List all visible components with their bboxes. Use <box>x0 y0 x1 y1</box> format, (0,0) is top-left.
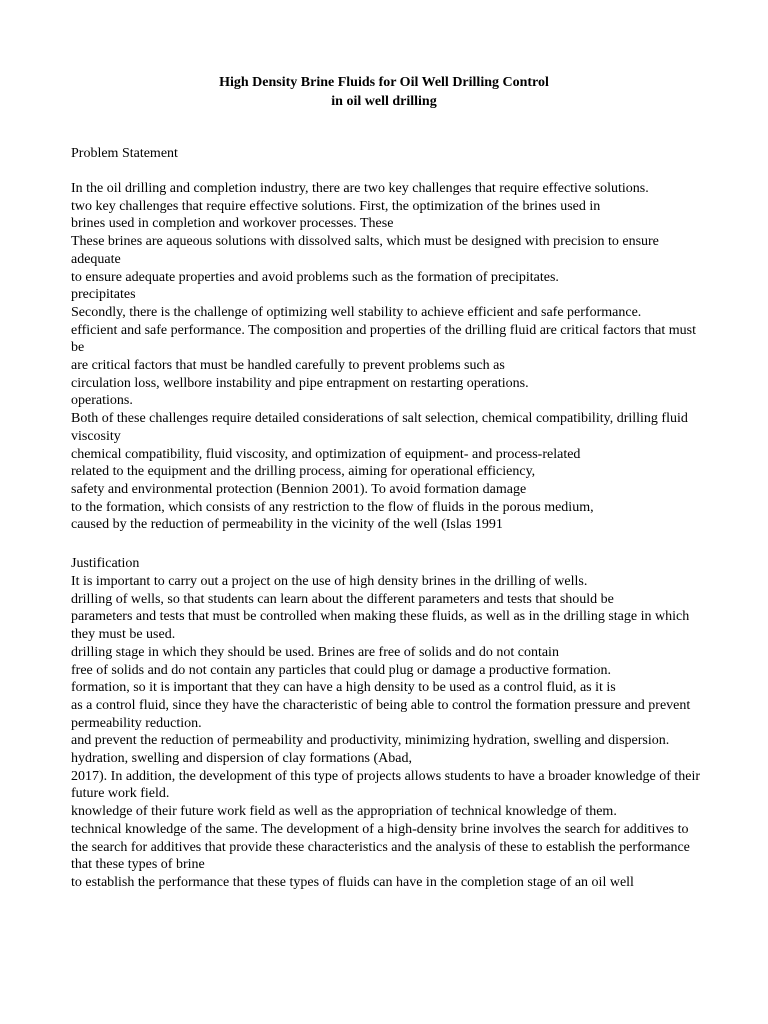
paragraph-line: the search for additives that provide these characteristics and the analysis of these to establish the performance that these types of brine <box>71 839 690 873</box>
paragraph-line: knowledge of their future work field as well as the appropriation of technical knowledge of them. <box>71 804 617 820</box>
paragraph-line: chemical compatibility, fluid viscosity, and optimization of equipment- and process-related <box>71 446 581 462</box>
paragraph-line: circulation loss, wellbore instability and pipe entrapment on restarting operations. <box>71 375 529 391</box>
paragraph-line: In the oil drilling and completion industry, there are two key challenges that require effective solutions. <box>71 181 649 196</box>
paragraph-line: hydration, swelling and dispersion of clay formations (Abad, <box>71 751 412 767</box>
paragraph-line: and prevent the reduction of permeability and productivity, minimizing hydration, swelling and dispersion. <box>71 733 670 749</box>
section-heading-justification: Justification <box>71 556 140 571</box>
paragraph-line: Both of these challenges require detailed considerations of salt selection, chemical compatibility, drilling fluid viscosity <box>71 411 688 444</box>
paragraph-line: caused by the reduction of permeability in the vicinity of the well (Islas 1991 <box>71 517 503 533</box>
document-title: High Density Brine Fluids for Oil Well Drilling Control <box>219 75 549 90</box>
section-heading-problem-statement: Problem Statement <box>71 146 178 161</box>
justification-body <box>71 573 707 892</box>
paragraph-line: free of solids and do not contain any particles that could plug or damage a productive formation. <box>71 662 612 678</box>
paragraph-line: to establish the performance that these types of fluids can have in the completion stage of an oil well <box>71 874 634 890</box>
paragraph-line: are critical factors that must be handled carefully to prevent problems such as <box>71 358 505 374</box>
paragraph-line: as a control fluid, since they have the characteristic of being able to control the formation pressure and prevent permeability reduction. <box>71 697 691 731</box>
paragraph-line: drilling of wells, so that students can learn about the different parameters and tests that should be <box>71 591 614 607</box>
paragraph-line: technical knowledge of the same. The development of a high-density brine involves the search for additives to <box>71 821 689 837</box>
paragraph-line: operations. <box>71 393 133 409</box>
paragraph-line: efficient and safe performance. The composition and properties of the drilling fluid are critical factors that must be <box>71 322 696 356</box>
paragraph-line: safety and environmental protection (Bennion 2001). To avoid formation damage <box>71 481 527 497</box>
paragraph-line: It is important to carry out a project on the use of high density brines in the drilling of wells. <box>71 574 588 589</box>
paragraph-line: formation, so it is important that they can have a high density to be used as a control fluid, as it is <box>71 680 616 696</box>
paragraph-line: 2017). In addition, the development of this type of projects allows students to have a broader knowledge of their future work field. <box>71 768 701 802</box>
paragraph-line: These brines are aqueous solutions with dissolved salts, which must be designed with precision to ensure adequate <box>71 234 659 267</box>
paragraph-line: two key challenges that require effective solutions. First, the optimization of the brines used in <box>71 198 601 214</box>
paragraph-line: brines used in completion and workover processes. These <box>71 216 394 232</box>
document-subtitle: in oil well drilling <box>331 94 437 109</box>
paragraph-line: Secondly, there is the challenge of optimizing well stability to achieve efficient and safe performance. <box>71 304 642 320</box>
problem-statement-body <box>71 180 707 534</box>
paragraph-line: to the formation, which consists of any restriction to the flow of fluids in the porous medium, <box>71 499 594 515</box>
paragraph-line: precipitates <box>71 287 136 303</box>
paragraph-line: parameters and tests that must be controlled when making these fluids, as well as in the drilling stage in which they must be used. <box>71 609 690 643</box>
paragraph-line: related to the equipment and the drilling process, aiming for operational efficiency, <box>71 464 536 480</box>
paragraph-line: drilling stage in which they should be used. Brines are free of solids and do not contain <box>71 644 559 660</box>
paragraph-line: to ensure adequate properties and avoid problems such as the formation of precipitates. <box>71 269 559 285</box>
